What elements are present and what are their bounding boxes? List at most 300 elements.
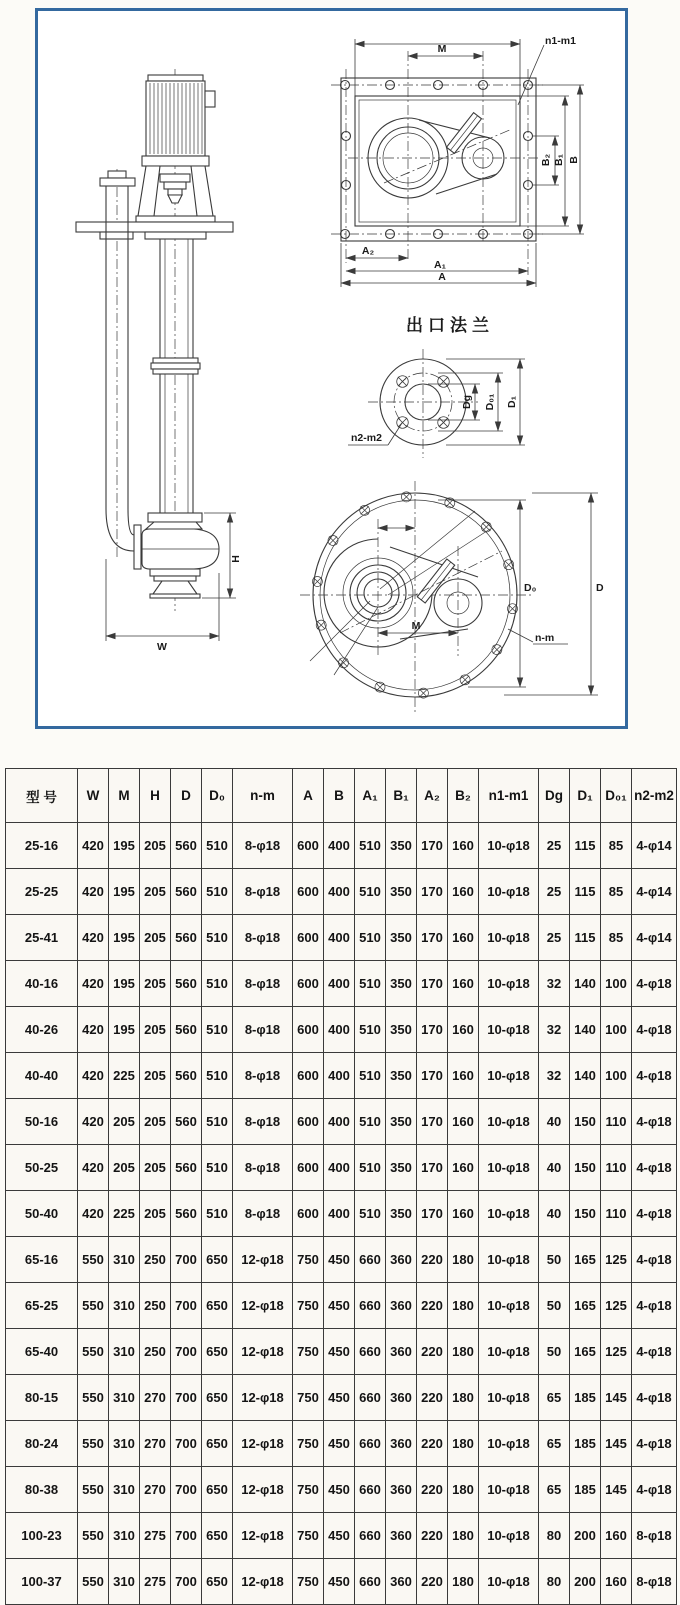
table-cell: 10-φ18 bbox=[479, 1145, 539, 1191]
column-header: H bbox=[140, 769, 171, 823]
table-cell: 560 bbox=[171, 823, 202, 869]
dim-label-Dg: Dg bbox=[461, 395, 473, 409]
table-cell: 750 bbox=[293, 1237, 324, 1283]
table-cell: 510 bbox=[355, 869, 386, 915]
column-header: D₀₁ bbox=[601, 769, 632, 823]
table-cell: 420 bbox=[78, 869, 109, 915]
table-cell: 750 bbox=[293, 1421, 324, 1467]
table-cell: 4-φ18 bbox=[632, 1375, 677, 1421]
table-row bbox=[6, 1099, 677, 1145]
table-cell: 560 bbox=[171, 1007, 202, 1053]
table-cell: 165 bbox=[570, 1283, 601, 1329]
table-cell: 125 bbox=[601, 1237, 632, 1283]
table-cell: 10-φ18 bbox=[479, 1237, 539, 1283]
table-cell: 200 bbox=[570, 1513, 601, 1559]
table-cell: 420 bbox=[78, 915, 109, 961]
table-cell: 32 bbox=[539, 961, 570, 1007]
table-cell: 170 bbox=[417, 1053, 448, 1099]
table-cell: 310 bbox=[109, 1375, 140, 1421]
dim-label-B2: B₂ bbox=[540, 153, 552, 167]
table-cell: 8-φ18 bbox=[233, 915, 293, 961]
table-row bbox=[6, 1329, 677, 1375]
table-cell: 180 bbox=[448, 1237, 479, 1283]
table-cell: 350 bbox=[386, 1145, 417, 1191]
table-cell: 40 bbox=[539, 1145, 570, 1191]
model-cell: 50-40 bbox=[6, 1191, 78, 1237]
table-cell: 350 bbox=[386, 823, 417, 869]
table-cell: 650 bbox=[202, 1467, 233, 1513]
table-cell: 50 bbox=[539, 1237, 570, 1283]
callout-label-n-m: n-m bbox=[535, 632, 555, 644]
table-cell: 160 bbox=[448, 1007, 479, 1053]
table-cell: 400 bbox=[324, 1053, 355, 1099]
table-cell: 700 bbox=[171, 1283, 202, 1329]
table-cell: 560 bbox=[171, 869, 202, 915]
table-cell: 170 bbox=[417, 961, 448, 1007]
column-header: M bbox=[109, 769, 140, 823]
table-cell: 8-φ18 bbox=[233, 1191, 293, 1237]
dim-label-B1: B₁ bbox=[553, 154, 565, 166]
table-cell: 350 bbox=[386, 869, 417, 915]
model-cell: 65-40 bbox=[6, 1329, 78, 1375]
table-cell: 275 bbox=[140, 1559, 171, 1605]
table-row bbox=[6, 915, 677, 961]
model-cell: 100-37 bbox=[6, 1559, 78, 1605]
table-cell: 660 bbox=[355, 1375, 386, 1421]
table-cell: 350 bbox=[386, 1053, 417, 1099]
table-cell: 220 bbox=[417, 1283, 448, 1329]
table-cell: 560 bbox=[171, 961, 202, 1007]
table-cell: 220 bbox=[417, 1559, 448, 1605]
table-cell: 10-φ18 bbox=[479, 1329, 539, 1375]
table-cell: 700 bbox=[171, 1375, 202, 1421]
table-cell: 750 bbox=[293, 1513, 324, 1559]
table-cell: 350 bbox=[386, 961, 417, 1007]
table-cell: 4-φ18 bbox=[632, 961, 677, 1007]
table-cell: 600 bbox=[293, 1053, 324, 1099]
table-cell: 195 bbox=[109, 823, 140, 869]
table-cell: 125 bbox=[601, 1283, 632, 1329]
table-cell: 650 bbox=[202, 1237, 233, 1283]
table-cell: 250 bbox=[140, 1329, 171, 1375]
table-cell: 360 bbox=[386, 1237, 417, 1283]
table-cell: 560 bbox=[171, 1099, 202, 1145]
table-cell: 85 bbox=[601, 823, 632, 869]
table-cell: 160 bbox=[601, 1559, 632, 1605]
table-cell: 600 bbox=[293, 961, 324, 1007]
table-cell: 10-φ18 bbox=[479, 1283, 539, 1329]
table-cell: 560 bbox=[171, 1191, 202, 1237]
table-cell: 650 bbox=[202, 1283, 233, 1329]
table-cell: 450 bbox=[324, 1513, 355, 1559]
table-cell: 4-φ18 bbox=[632, 1421, 677, 1467]
table-cell: 400 bbox=[324, 961, 355, 1007]
table-cell: 180 bbox=[448, 1375, 479, 1421]
table-cell: 4-φ14 bbox=[632, 915, 677, 961]
table-cell: 510 bbox=[355, 1099, 386, 1145]
dim-label-D01: D₀₁ bbox=[484, 393, 496, 411]
table-cell: 510 bbox=[355, 961, 386, 1007]
table-cell: 160 bbox=[448, 1099, 479, 1145]
table-cell: 700 bbox=[171, 1421, 202, 1467]
table-cell: 25 bbox=[539, 915, 570, 961]
table-cell: 12-φ18 bbox=[233, 1375, 293, 1421]
table-cell: 195 bbox=[109, 961, 140, 1007]
column-header: D₁ bbox=[570, 769, 601, 823]
table-cell: 220 bbox=[417, 1237, 448, 1283]
table-cell: 100 bbox=[601, 1053, 632, 1099]
table-cell: 400 bbox=[324, 915, 355, 961]
table-cell: 700 bbox=[171, 1559, 202, 1605]
table-cell: 250 bbox=[140, 1237, 171, 1283]
table-cell: 110 bbox=[601, 1099, 632, 1145]
table-cell: 205 bbox=[140, 1099, 171, 1145]
table-cell: 4-φ18 bbox=[632, 1145, 677, 1191]
table-cell: 600 bbox=[293, 1145, 324, 1191]
column-header: 型 号 bbox=[6, 769, 78, 823]
table-cell: 160 bbox=[448, 823, 479, 869]
table-cell: 600 bbox=[293, 1007, 324, 1053]
table-cell: 160 bbox=[448, 1145, 479, 1191]
table-cell: 550 bbox=[78, 1513, 109, 1559]
table-cell: 550 bbox=[78, 1329, 109, 1375]
model-cell: 50-25 bbox=[6, 1145, 78, 1191]
table-cell: 310 bbox=[109, 1329, 140, 1375]
table-cell: 85 bbox=[601, 915, 632, 961]
table-cell: 275 bbox=[140, 1513, 171, 1559]
table-cell: 25 bbox=[539, 869, 570, 915]
table-cell: 450 bbox=[324, 1329, 355, 1375]
column-header: W bbox=[78, 769, 109, 823]
table-cell: 10-φ18 bbox=[479, 1191, 539, 1237]
model-cell: 40-16 bbox=[6, 961, 78, 1007]
table-cell: 310 bbox=[109, 1237, 140, 1283]
table-cell: 510 bbox=[202, 961, 233, 1007]
dim-label-M-top: M bbox=[437, 43, 447, 55]
table-cell: 12-φ18 bbox=[233, 1283, 293, 1329]
table-cell: 180 bbox=[448, 1329, 479, 1375]
table-cell: 115 bbox=[570, 869, 601, 915]
table-cell: 550 bbox=[78, 1375, 109, 1421]
table-cell: 650 bbox=[202, 1513, 233, 1559]
table-cell: 750 bbox=[293, 1467, 324, 1513]
mounting-plate-top-view bbox=[331, 35, 584, 287]
table-cell: 750 bbox=[293, 1375, 324, 1421]
table-cell: 4-φ18 bbox=[632, 1191, 677, 1237]
table-cell: 600 bbox=[293, 823, 324, 869]
column-header: A bbox=[293, 769, 324, 823]
model-cell: 40-40 bbox=[6, 1053, 78, 1099]
table-cell: 510 bbox=[355, 1191, 386, 1237]
table-cell: 80 bbox=[539, 1513, 570, 1559]
table-row bbox=[6, 961, 677, 1007]
table-cell: 510 bbox=[355, 1053, 386, 1099]
table-cell: 420 bbox=[78, 1007, 109, 1053]
table-cell: 4-φ18 bbox=[632, 1007, 677, 1053]
table-cell: 195 bbox=[109, 869, 140, 915]
table-cell: 10-φ18 bbox=[479, 1559, 539, 1605]
column-header: Dg bbox=[539, 769, 570, 823]
table-cell: 115 bbox=[570, 915, 601, 961]
column-header: B₁ bbox=[386, 769, 417, 823]
table-cell: 180 bbox=[448, 1513, 479, 1559]
column-header: B₂ bbox=[448, 769, 479, 823]
table-cell: 550 bbox=[78, 1283, 109, 1329]
table-cell: 205 bbox=[140, 1053, 171, 1099]
table-cell: 4-φ14 bbox=[632, 823, 677, 869]
table-cell: 140 bbox=[570, 1007, 601, 1053]
table-cell: 4-φ18 bbox=[632, 1467, 677, 1513]
table-cell: 170 bbox=[417, 1099, 448, 1145]
table-cell: 8-φ18 bbox=[233, 869, 293, 915]
table-cell: 205 bbox=[109, 1099, 140, 1145]
table-cell: 110 bbox=[601, 1145, 632, 1191]
model-cell: 80-24 bbox=[6, 1421, 78, 1467]
table-cell: 510 bbox=[202, 1099, 233, 1145]
table-cell: 85 bbox=[601, 869, 632, 915]
table-cell: 350 bbox=[386, 1191, 417, 1237]
table-cell: 10-φ18 bbox=[479, 823, 539, 869]
table-cell: 110 bbox=[601, 1191, 632, 1237]
table-cell: 195 bbox=[109, 1007, 140, 1053]
table-cell: 195 bbox=[109, 915, 140, 961]
table-cell: 12-φ18 bbox=[233, 1559, 293, 1605]
outlet-flange-title: 出口法兰 bbox=[406, 316, 494, 335]
table-cell: 185 bbox=[570, 1375, 601, 1421]
table-cell: 510 bbox=[355, 1145, 386, 1191]
dim-label-A1: A₁ bbox=[434, 259, 446, 271]
table-cell: 650 bbox=[202, 1421, 233, 1467]
header-row bbox=[6, 769, 677, 823]
table-cell: 350 bbox=[386, 1099, 417, 1145]
column-header: n-m bbox=[233, 769, 293, 823]
table-cell: 4-φ18 bbox=[632, 1099, 677, 1145]
table-cell: 560 bbox=[171, 915, 202, 961]
dim-label-B: B bbox=[568, 156, 580, 164]
table-cell: 400 bbox=[324, 1007, 355, 1053]
table-cell: 170 bbox=[417, 869, 448, 915]
table-cell: 700 bbox=[171, 1237, 202, 1283]
table-cell: 360 bbox=[386, 1467, 417, 1513]
table-cell: 600 bbox=[293, 1099, 324, 1145]
table-cell: 8-φ18 bbox=[233, 1007, 293, 1053]
table-cell: 220 bbox=[417, 1329, 448, 1375]
table-cell: 360 bbox=[386, 1513, 417, 1559]
table-cell: 550 bbox=[78, 1559, 109, 1605]
callout-label-n1-m1: n1-m1 bbox=[545, 35, 576, 47]
table-cell: 360 bbox=[386, 1421, 417, 1467]
table-cell: 650 bbox=[202, 1375, 233, 1421]
table-cell: 12-φ18 bbox=[233, 1467, 293, 1513]
table-cell: 8-φ18 bbox=[233, 823, 293, 869]
table-cell: 185 bbox=[570, 1421, 601, 1467]
table-cell: 205 bbox=[140, 1145, 171, 1191]
table-cell: 660 bbox=[355, 1237, 386, 1283]
table-cell: 160 bbox=[448, 961, 479, 1007]
table-cell: 205 bbox=[140, 1007, 171, 1053]
table-cell: 205 bbox=[140, 915, 171, 961]
dimension-table bbox=[5, 768, 677, 1605]
table-cell: 420 bbox=[78, 1191, 109, 1237]
table-cell: 220 bbox=[417, 1467, 448, 1513]
model-cell: 40-26 bbox=[6, 1007, 78, 1053]
table-cell: 420 bbox=[78, 823, 109, 869]
table-cell: 310 bbox=[109, 1559, 140, 1605]
table-cell: 700 bbox=[171, 1329, 202, 1375]
table-cell: 205 bbox=[140, 1191, 171, 1237]
dim-label-D0: D₀ bbox=[524, 582, 537, 594]
table-cell: 510 bbox=[355, 823, 386, 869]
dim-label-H: H bbox=[230, 555, 242, 563]
table-cell: 8-φ18 bbox=[233, 1053, 293, 1099]
dim-label-A2: A₂ bbox=[361, 245, 375, 257]
model-cell: 25-25 bbox=[6, 869, 78, 915]
table-cell: 125 bbox=[601, 1329, 632, 1375]
table-cell: 400 bbox=[324, 869, 355, 915]
table-cell: 560 bbox=[171, 1053, 202, 1099]
table-cell: 160 bbox=[448, 1191, 479, 1237]
table-cell: 600 bbox=[293, 915, 324, 961]
model-cell: 80-15 bbox=[6, 1375, 78, 1421]
table-cell: 420 bbox=[78, 1053, 109, 1099]
table-cell: 400 bbox=[324, 1099, 355, 1145]
table-cell: 170 bbox=[417, 915, 448, 961]
table-cell: 32 bbox=[539, 1007, 570, 1053]
table-cell: 170 bbox=[417, 1145, 448, 1191]
table-cell: 560 bbox=[171, 1145, 202, 1191]
column-header: A₁ bbox=[355, 769, 386, 823]
table-cell: 600 bbox=[293, 1191, 324, 1237]
table-cell: 160 bbox=[448, 915, 479, 961]
column-header: B bbox=[324, 769, 355, 823]
table-cell: 750 bbox=[293, 1329, 324, 1375]
dim-label-M-bottom: M bbox=[411, 620, 421, 632]
table-cell: 350 bbox=[386, 915, 417, 961]
callout-label-n2-m2: n2-m2 bbox=[351, 432, 382, 444]
table-cell: 160 bbox=[448, 1053, 479, 1099]
table-cell: 270 bbox=[140, 1467, 171, 1513]
table-cell: 220 bbox=[417, 1421, 448, 1467]
table-cell: 420 bbox=[78, 961, 109, 1007]
table-cell: 180 bbox=[448, 1559, 479, 1605]
table-cell: 40 bbox=[539, 1099, 570, 1145]
table-cell: 660 bbox=[355, 1283, 386, 1329]
table-cell: 170 bbox=[417, 1191, 448, 1237]
table-cell: 170 bbox=[417, 823, 448, 869]
column-header: A₂ bbox=[417, 769, 448, 823]
table-cell: 450 bbox=[324, 1559, 355, 1605]
table-cell: 4-φ18 bbox=[632, 1237, 677, 1283]
model-cell: 25-41 bbox=[6, 915, 78, 961]
table-cell: 50 bbox=[539, 1283, 570, 1329]
table-cell: 360 bbox=[386, 1559, 417, 1605]
model-cell: 65-25 bbox=[6, 1283, 78, 1329]
table-body bbox=[6, 823, 677, 1605]
column-header: D₀ bbox=[202, 769, 233, 823]
table-cell: 510 bbox=[202, 1191, 233, 1237]
table-cell: 180 bbox=[448, 1421, 479, 1467]
table-cell: 310 bbox=[109, 1283, 140, 1329]
table-cell: 180 bbox=[448, 1283, 479, 1329]
table-cell: 270 bbox=[140, 1421, 171, 1467]
table-cell: 100 bbox=[601, 961, 632, 1007]
dim-label-D: D bbox=[596, 582, 604, 594]
table-cell: 750 bbox=[293, 1283, 324, 1329]
table-cell: 225 bbox=[109, 1191, 140, 1237]
table-row bbox=[6, 1283, 677, 1329]
table-cell: 205 bbox=[140, 823, 171, 869]
table-cell: 600 bbox=[293, 869, 324, 915]
table-cell: 400 bbox=[324, 1145, 355, 1191]
table-cell: 360 bbox=[386, 1329, 417, 1375]
table-cell: 10-φ18 bbox=[479, 1513, 539, 1559]
table-cell: 420 bbox=[78, 1099, 109, 1145]
table-cell: 270 bbox=[140, 1375, 171, 1421]
column-header: D bbox=[171, 769, 202, 823]
table-cell: 185 bbox=[570, 1467, 601, 1513]
table-cell: 510 bbox=[202, 1053, 233, 1099]
table-cell: 8-φ18 bbox=[233, 961, 293, 1007]
table-cell: 220 bbox=[417, 1513, 448, 1559]
table-cell: 40 bbox=[539, 1191, 570, 1237]
table-cell: 140 bbox=[570, 1053, 601, 1099]
model-cell: 80-38 bbox=[6, 1467, 78, 1513]
table-cell: 510 bbox=[202, 915, 233, 961]
table-cell: 450 bbox=[324, 1375, 355, 1421]
table-cell: 150 bbox=[570, 1099, 601, 1145]
table-cell: 140 bbox=[570, 961, 601, 1007]
table-cell: 660 bbox=[355, 1421, 386, 1467]
table-cell: 550 bbox=[78, 1467, 109, 1513]
outlet-flange-view bbox=[348, 315, 525, 458]
table-cell: 310 bbox=[109, 1513, 140, 1559]
table-cell: 10-φ18 bbox=[479, 869, 539, 915]
table-cell: 165 bbox=[570, 1329, 601, 1375]
model-cell: 65-16 bbox=[6, 1237, 78, 1283]
table-row bbox=[6, 1375, 677, 1421]
table-cell: 450 bbox=[324, 1421, 355, 1467]
table-cell: 10-φ18 bbox=[479, 961, 539, 1007]
table-cell: 160 bbox=[448, 869, 479, 915]
table-row bbox=[6, 1145, 677, 1191]
table-cell: 50 bbox=[539, 1329, 570, 1375]
table-row bbox=[6, 1559, 677, 1605]
table-cell: 32 bbox=[539, 1053, 570, 1099]
dim-label-A: A bbox=[438, 271, 446, 283]
table-cell: 660 bbox=[355, 1559, 386, 1605]
table-cell: 220 bbox=[417, 1375, 448, 1421]
table-cell: 10-φ18 bbox=[479, 915, 539, 961]
table-cell: 180 bbox=[448, 1467, 479, 1513]
table-cell: 8-φ18 bbox=[233, 1099, 293, 1145]
table-cell: 200 bbox=[570, 1559, 601, 1605]
table-cell: 420 bbox=[78, 1145, 109, 1191]
table-cell: 145 bbox=[601, 1375, 632, 1421]
table-cell: 65 bbox=[539, 1467, 570, 1513]
table-cell: 650 bbox=[202, 1329, 233, 1375]
table-cell: 150 bbox=[570, 1191, 601, 1237]
table-cell: 450 bbox=[324, 1283, 355, 1329]
table-cell: 25 bbox=[539, 823, 570, 869]
table-cell: 360 bbox=[386, 1283, 417, 1329]
drawing-panel bbox=[35, 8, 628, 729]
model-cell: 100-23 bbox=[6, 1513, 78, 1559]
table-row bbox=[6, 869, 677, 915]
table-cell: 660 bbox=[355, 1467, 386, 1513]
table-cell: 65 bbox=[539, 1375, 570, 1421]
table-cell: 510 bbox=[202, 1007, 233, 1053]
table-cell: 12-φ18 bbox=[233, 1329, 293, 1375]
